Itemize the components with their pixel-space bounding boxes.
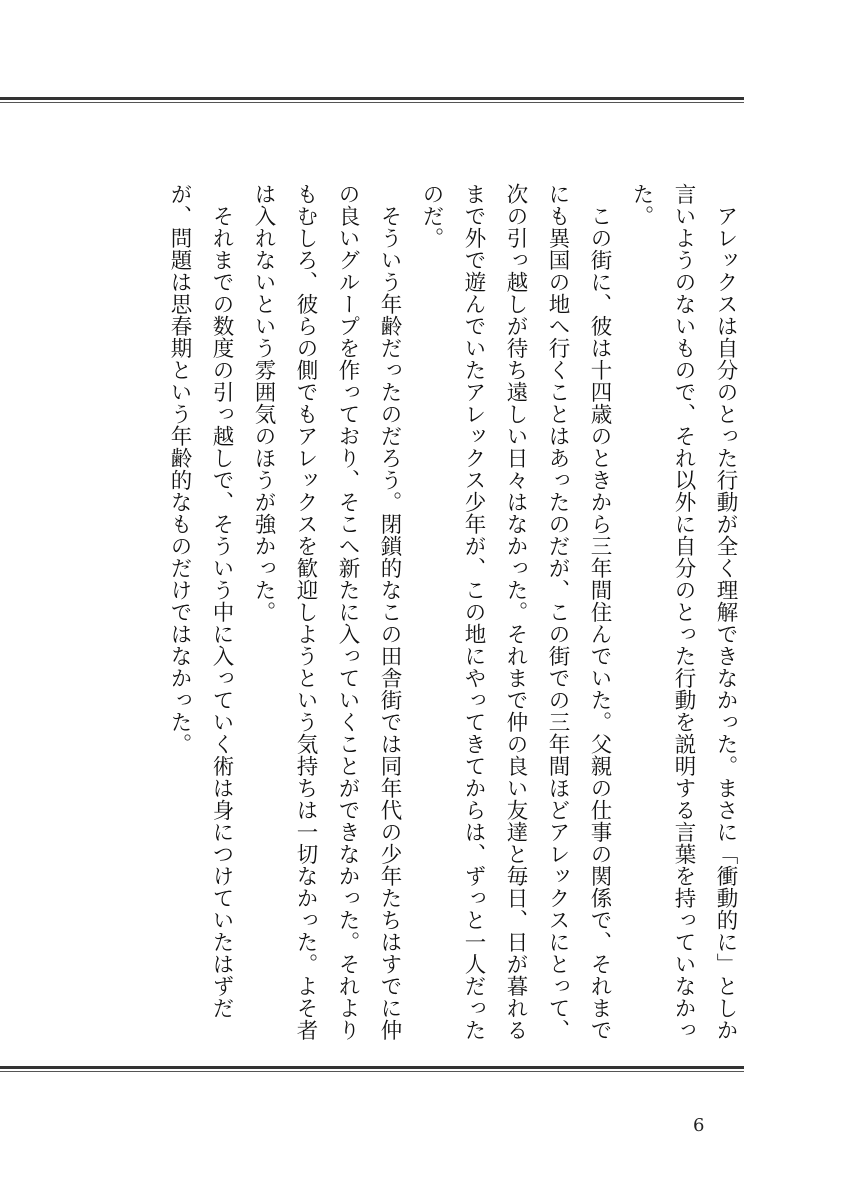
footer-rule-thin-line — [0, 1071, 744, 1072]
paragraph-1: アレックスは自分のとった行動が全く理解できなかった。まさに「衝動的に」としか言いようのないもので、それ以外に自分のとった行動を説明する言葉を持っていなかった。 — [629, 183, 738, 1041]
page-number: 6 — [693, 1115, 705, 1136]
footer-rule — [0, 1066, 744, 1073]
paragraph-2: この街に、彼は十四歳のときから三年間住んでいた。父親の仕事の関係で、それまでにも異国の地へ行くことはあったのだが、この街での三年間ほどアレックスにとって、次の引っ越しが待ち遠しい日々はなかった。それまで仲の良い友達と毎日、日が暮れるまで外で遊んでいたアレックス少年が、この地にやってきてからは、ずっと一人だったのだ。 — [419, 183, 612, 1041]
header-rule-thin-line — [0, 102, 744, 103]
header-rule — [0, 97, 744, 104]
header-rule-thick-line — [0, 97, 744, 100]
vertical-text-body — [126, 183, 746, 1043]
paragraph-3: そういう年齢だったのだろう。閉鎖的なこの田舎街では同年代の少年たちはすでに仲の良いグループを作っており、そこへ新たに入っていくことができなかった。それよりもむしろ、彼らの側でもアレックスを歓迎しようという気持ちは一切なかった。よそ者は入れないという雰囲気のほうが強かった。 — [251, 183, 402, 1041]
paragraph-4: それまでの数度の引っ越しで、そういう中に入っていく術は身につけていたはずだが、問題は思春期という年齢的なものだけではなかった。 — [167, 183, 234, 1019]
footer-rule-thick-line — [0, 1066, 744, 1069]
